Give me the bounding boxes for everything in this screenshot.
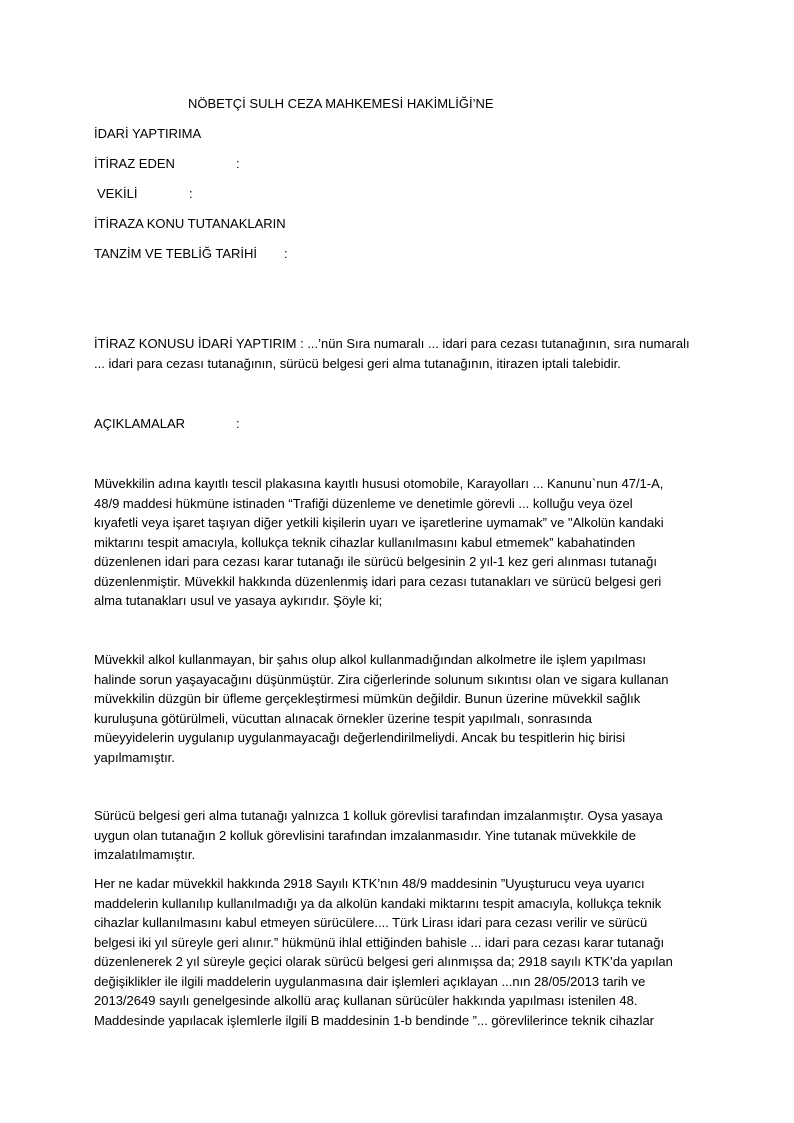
paragraph-line: düzenlenen idari para cezası karar tutanağı ile sürücü belgesinin 2 yıl-1 kez geri alınması tutanağı	[94, 554, 657, 569]
paragraph-2	[94, 650, 704, 767]
paragraph-line: halinde sorun yaşayacağını düşünmüştür. Zira ciğerlerinde solunum sıkıntısı olan ve sigara kullanan	[94, 671, 669, 687]
paragraph-line: müvekkilin düzgün bir üfleme gerçekleştirmesi mümkün değildir. Bunun üzerine müvekkil sağlık	[94, 691, 641, 706]
paragraph-line: alma tutanakları usul ve yasaya aykırıdır. Şöyle ki;	[94, 593, 383, 608]
paragraph-4	[94, 874, 704, 1030]
paragraph-line: maddelerin kullanılıp kullanılmadığı ya da alkolün kandaki miktarını tespit amacıyla, kollukça teknik	[94, 895, 662, 911]
aciklamalar-heading: AÇIKLAMALAR	[94, 416, 186, 431]
itiraz-konusu-line-1: İTİRAZ KONUSU İDARİ YAPTIRIM : ...’nün Sıra numaralı ... idari para cezası tutanağının, sıra numaralı	[94, 336, 690, 351]
paragraph-line: Her ne kadar müvekkil hakkında 2918 Sayılı KTK’nın 48/9 maddesinin ”Uyuşturucu veya uyarıcı	[94, 876, 645, 891]
field-itiraz-eden: İTİRAZ EDEN	[94, 156, 175, 171]
paragraph-line: müeyyidelerin uygulanıp uygulanmayacağı değerlendirilmeliydi. Ancak bu tespitlerin hiç birisi	[94, 730, 626, 745]
document-title: NÖBETÇİ SULH CEZA MAHKEMESİ HAKİMLİĞİ’NE	[188, 96, 494, 111]
paragraph-line: 2013/2649 sayılı genelgesinde alkollü araç kullanan sürücüler hakkında yapılması istenilen 48.	[94, 993, 638, 1008]
paragraph-line: Maddesinde yapılacak işlemlerle ilgili B maddesinin 1-b bendinde ”... görevlilerince teknik cihazlar	[94, 1012, 655, 1028]
field-tanzim: TANZİM VE TEBLİĞ TARİHİ	[94, 246, 258, 261]
field-idari-yaptirima: İDARİ YAPTIRIMA	[94, 126, 202, 141]
paragraph-1	[94, 474, 704, 611]
paragraph-line: yapılmamıştır.	[94, 749, 175, 765]
field-vekili-colon: :	[189, 186, 193, 201]
paragraph-line: imzalatılmamıştır.	[94, 847, 196, 862]
paragraph-line: Sürücü belgesi geri alma tutanağı yalnızca 1 kolluk görevlisi tarafından imzalanmıştır. Oysa yasaya	[94, 808, 663, 823]
paragraph-line: düzenlenerek 2 yıl süreyle geçici olarak sürücü belgesi geri alınmışsa da; 2918 sayılı KTK’da yapılan	[94, 954, 673, 969]
paragraph-line: cihazlar kullanılmasını kabul etmeyen sürücülere.... Türk Lirası idari para cezası verilir ve sürücü	[94, 915, 648, 930]
paragraph-line: Müvekkilin adına kayıtlı tescil plakasına kayıtlı hususi otomobile, Karayolları ... Kanunu`nun 47/1-A,	[94, 476, 664, 491]
field-vekili: VEKİLİ	[97, 186, 138, 201]
paragraph-line: kuruluşuna götürülmeli, vücuttan alınacak örnekler üzerine tespit yapılmalı, sonrasında	[94, 710, 592, 726]
paragraph-line: 48/9 maddesi hükmüne istinaden “Trafiği düzenleme ve denetimle görevli ... kolluğu veya özel	[94, 495, 633, 511]
aciklamalar-colon: :	[236, 416, 240, 431]
paragraph-line: değişiklikler ile ilgili maddelerin uygulanmasına dair işlemleri açıklayan ...nın 28/05/2013 tarih ve	[94, 973, 646, 989]
paragraph-3	[94, 806, 704, 865]
paragraph-line: düzenlenmiştir. Müvekkil hakkında düzenlenmiş idari para cezası tutanakları ve sürücü belgesi geri	[94, 573, 662, 589]
field-itiraz-eden-colon: :	[236, 156, 240, 171]
paragraph-line: Müvekkil alkol kullanmayan, bir şahıs olup alkol kullanmadığından alkolmetre ile işlem yapılması	[94, 652, 647, 667]
itiraz-konusu-line-2: ... idari para cezası tutanağının, sürücü belgesi geri alma tutanağının, itirazen iptali talebidir.	[94, 356, 621, 371]
field-itiraza-konu: İTİRAZA KONU TUTANAKLARIN	[94, 216, 286, 231]
paragraph-line: kıyafetli veya işaret taşıyan diğer yetkili kişilerin uyarı ve işaretlerine uymamak” ve "Alkolün kandaki	[94, 515, 664, 530]
paragraph-line: miktarını tespit amacıyla, kollukça teknik cihazlar kullanılmasını kabul etmemek” kabahatinden	[94, 534, 636, 550]
paragraph-line: belgesi iki yıl süreyle geri alınır.” hükmünü ihlal ettiğinden bahisle ... idari para cezası karar tutanağı	[94, 934, 665, 950]
paragraph-line: uygun olan tutanağın 2 kolluk görevlisini tarafından imzalanmasıdır. Yine tutanak müvekkile de	[94, 827, 636, 843]
field-tanzim-colon: :	[284, 246, 288, 261]
